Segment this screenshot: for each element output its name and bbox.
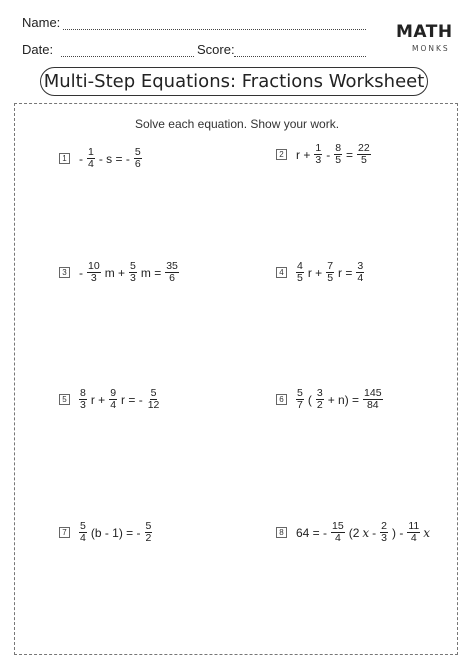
fraction [165, 261, 179, 284]
denominator: 3 [315, 154, 322, 166]
problem-2 [276, 143, 372, 166]
fraction [314, 143, 322, 166]
equation-text: = [346, 147, 354, 162]
fraction [296, 388, 304, 411]
equation-text: (b - 1) = - [90, 525, 141, 540]
numerator: 3 [316, 387, 323, 399]
numerator: 5 [134, 146, 141, 158]
equation [295, 521, 430, 544]
equation-text: - [326, 147, 331, 162]
fraction [407, 521, 420, 544]
numerator: 145 [364, 387, 382, 399]
numerator: 11 [408, 520, 420, 532]
equation-text: r = [338, 265, 353, 280]
denominator: 5 [335, 154, 342, 166]
numerator: 9 [110, 387, 117, 399]
fraction [87, 147, 95, 170]
numerator: 5 [145, 520, 152, 532]
numerator: 1 [315, 142, 322, 154]
equation-text: ) - [392, 525, 404, 540]
fraction [326, 261, 334, 284]
fraction [147, 388, 161, 411]
numerator: 22 [358, 142, 370, 154]
denominator: 5 [327, 272, 334, 284]
equation-text: r + [90, 392, 106, 407]
problem-7 [59, 521, 153, 544]
denominator: 4 [80, 532, 86, 544]
problem-number: 3 [59, 267, 70, 278]
denominator: 6 [169, 272, 175, 284]
date-field [22, 42, 53, 57]
fraction [356, 261, 364, 284]
numerator: 35 [166, 260, 178, 272]
numerator: 8 [80, 387, 86, 399]
equation [295, 261, 365, 284]
problem-number: 8 [276, 527, 287, 538]
equation-text: m = [140, 265, 162, 280]
denominator: 4 [357, 272, 364, 284]
instructions: Solve each equation. Show your work. [134, 117, 340, 131]
fraction [129, 261, 137, 284]
equation-text: - [79, 151, 83, 166]
equation-text: r + [307, 265, 323, 280]
numerator: 5 [80, 520, 86, 532]
fraction [87, 261, 101, 284]
denominator: 84 [366, 399, 379, 411]
name-field [22, 15, 60, 30]
numerator: 1 [88, 146, 94, 158]
equation [78, 147, 143, 170]
numerator: 10 [88, 260, 100, 272]
fraction [380, 521, 388, 544]
denominator: 2 [316, 399, 323, 411]
equation-text: - s = - [98, 151, 130, 166]
numerator: 3 [357, 260, 364, 272]
fraction [334, 143, 342, 166]
fraction [109, 388, 117, 411]
denominator: 4 [88, 158, 94, 170]
fraction [363, 388, 383, 411]
problem-number: 6 [276, 394, 287, 405]
problem-8 [276, 521, 430, 544]
equation [78, 521, 153, 544]
variable: x [423, 525, 431, 540]
equation [295, 388, 384, 411]
numerator: 5 [130, 260, 136, 272]
fraction [145, 521, 153, 544]
denominator: 12 [147, 399, 160, 411]
problem-4 [276, 261, 365, 284]
score-label: Score: [197, 42, 235, 57]
equation [78, 261, 180, 284]
problem-number: 1 [59, 153, 70, 164]
logo-main-text: MATH [396, 22, 453, 42]
numerator: 5 [150, 387, 157, 399]
fraction [316, 388, 324, 411]
numerator: 8 [335, 142, 342, 154]
fraction [357, 143, 371, 166]
worksheet-frame [14, 103, 458, 655]
problem-number: 5 [59, 394, 70, 405]
denominator: 4 [110, 399, 117, 411]
problem-6 [276, 388, 384, 411]
denominator: 2 [145, 532, 152, 544]
worksheet-title-text: Multi-Step Equations: Fractions Worksheet [43, 71, 425, 92]
fraction [296, 261, 304, 284]
fraction [134, 147, 142, 170]
problem-1 [59, 147, 143, 170]
fraction [79, 521, 87, 544]
denominator: 5 [297, 272, 303, 284]
equation-text: ( [307, 392, 312, 407]
fraction [79, 388, 87, 411]
fraction [331, 521, 345, 544]
equation-text: m + [104, 265, 126, 280]
equation-text: r + [296, 147, 311, 162]
equation-text: r = - [121, 392, 143, 407]
score-line[interactable] [234, 56, 366, 57]
worksheet-title [40, 67, 428, 96]
denominator: 3 [381, 532, 388, 544]
math-monks-logo [396, 22, 462, 62]
numerator: 4 [297, 260, 303, 272]
date-label: Date: [22, 42, 54, 57]
denominator: 4 [410, 532, 417, 544]
denominator: 4 [334, 532, 341, 544]
problem-5 [59, 388, 161, 411]
denominator: 7 [297, 399, 303, 411]
equation-text: 64 = - [296, 525, 328, 540]
numerator: 2 [381, 520, 388, 532]
equation-text: (2 [348, 525, 360, 540]
equation-text: - [79, 265, 83, 280]
equation [295, 143, 372, 166]
denominator: 3 [130, 272, 136, 284]
problem-3 [59, 261, 180, 284]
problem-number: 7 [59, 527, 70, 538]
equation-text: + n) = [327, 392, 360, 407]
numerator: 7 [327, 260, 334, 272]
denominator: 3 [80, 399, 86, 411]
name-label: Name: [22, 15, 61, 30]
equation-text: - [372, 525, 377, 540]
problem-number: 2 [276, 149, 287, 160]
denominator: 3 [90, 272, 97, 284]
date-line[interactable] [61, 56, 194, 57]
denominator: 5 [360, 154, 367, 166]
numerator: 15 [332, 520, 344, 532]
equation [78, 388, 161, 411]
variable: x [362, 525, 370, 540]
score-field [197, 42, 235, 57]
denominator: 6 [134, 158, 141, 170]
logo-sub-text: MONKS [412, 44, 450, 53]
name-line[interactable] [63, 29, 366, 30]
numerator: 5 [297, 387, 303, 399]
problem-number: 4 [276, 267, 287, 278]
